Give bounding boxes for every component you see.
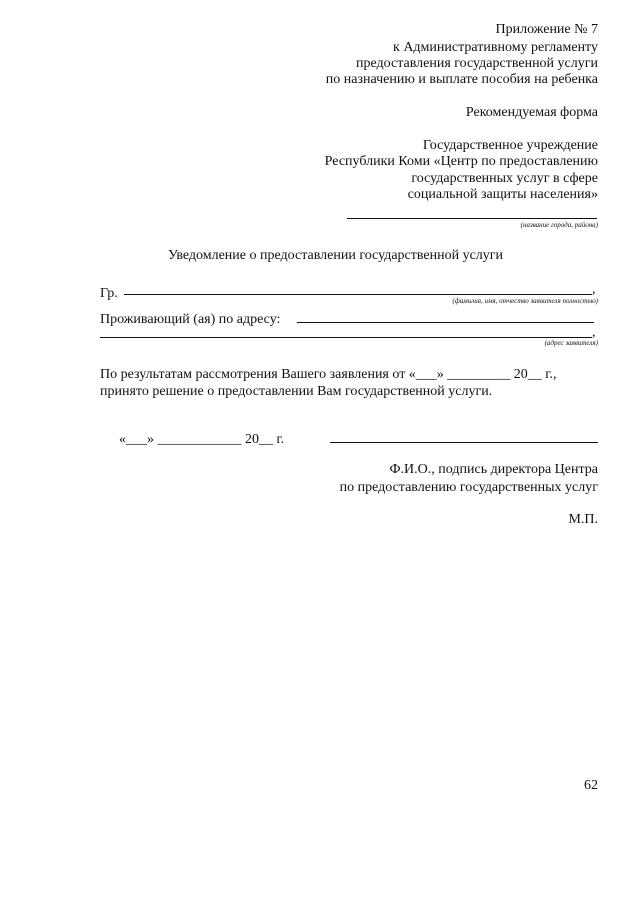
city-caption: (название города, района): [520, 221, 598, 229]
citizen-comma: ,: [592, 282, 596, 297]
address-label: Проживающий (ая) по адресу:: [100, 312, 281, 327]
institution-line-3: государственных услуг в сфере: [411, 171, 598, 186]
document-title: Уведомление о предоставлении государственной услуги: [168, 248, 504, 263]
signer-line-2: по предоставлению государственных услуг: [339, 480, 598, 495]
appendix-number: Приложение № 7: [495, 22, 598, 37]
citizen-label: Гр.: [100, 286, 118, 301]
signature-fill-line: [330, 442, 598, 443]
institution-line-4: социальной защиты населения»: [407, 187, 598, 202]
institution-line-1: Государственное учреждение: [422, 138, 598, 153]
citizen-caption: (фамилия, имя, отчество заявителя полностью): [452, 297, 598, 305]
address-caption: (адрес заявителя): [544, 339, 598, 347]
header-line-1: к Административному регламенту: [393, 40, 598, 55]
stamp-place: М.П.: [568, 512, 598, 527]
address-comma: ,: [592, 325, 596, 340]
address-fill-line-2: [100, 337, 592, 338]
page-number: 62: [584, 778, 598, 793]
recommended-form-note: Рекомендуемая форма: [465, 105, 598, 120]
signature-date: «___» ____________ 20__ г.: [119, 432, 285, 447]
header-line-2: предоставления государственной услуги: [356, 56, 598, 71]
body-line-2: принято решение о предоставлении Вам государственной услуги.: [100, 384, 493, 399]
city-fill-line: [347, 218, 597, 219]
address-fill-line-1: [297, 322, 594, 323]
citizen-fill-line: [124, 294, 592, 295]
header-line-3: по назначению и выплате пособия на ребенка: [325, 72, 598, 87]
signer-line-1: Ф.И.О., подпись директора Центра: [389, 462, 598, 477]
institution-line-2: Республики Коми «Центр по предоставлению: [324, 154, 598, 169]
body-line-1: По результатам рассмотрения Вашего заявления от «___» _________ 20__ г.,: [100, 367, 557, 382]
